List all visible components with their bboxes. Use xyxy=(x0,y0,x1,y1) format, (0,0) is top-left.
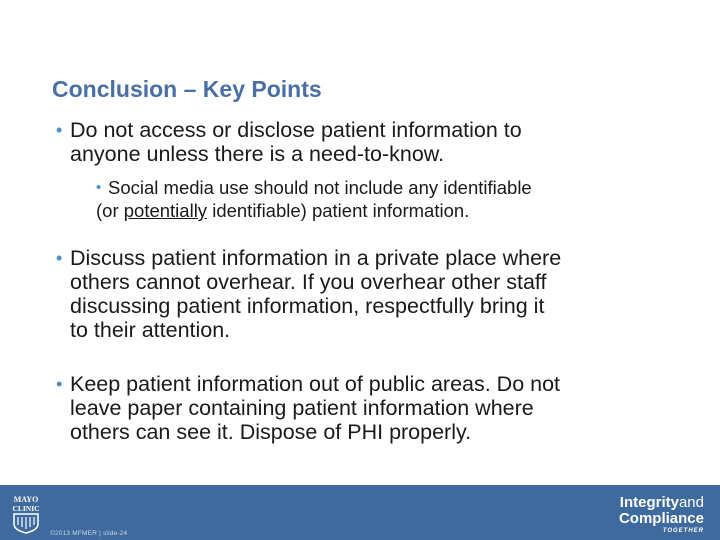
bullet-2-line-1: Discuss patient information in a private place where xyxy=(70,246,562,270)
brand-and: and xyxy=(678,494,704,511)
svg-text:CLINIC: CLINIC xyxy=(12,504,40,513)
bullet-2-line-4: to their attention. xyxy=(70,318,231,342)
bullet-2-line-3: discussing patient information, respectfully bring it xyxy=(70,294,545,318)
bullet-3-line-2: leave paper containing patient information where xyxy=(70,396,534,420)
bullet-1-line-2: anyone unless there is a need-to-know. xyxy=(70,142,445,166)
sub-bullet-1 xyxy=(96,176,696,222)
sub-bullet-1-text-b: identifiable) patient information. xyxy=(207,200,470,221)
sub-bullet-1-underlined: potentially xyxy=(123,200,208,221)
integrity-compliance-brand xyxy=(619,495,704,535)
bullet-3 xyxy=(52,372,692,444)
bullet-1-line-1: Do not access or disclose patient information to xyxy=(70,118,522,142)
bullet-icon: • xyxy=(56,120,63,140)
sub-bullet-1-line-1: Social media use should not include any identifiable xyxy=(108,177,532,198)
bullet-2-line-2: others cannot overhear. If you overhear other staff xyxy=(70,270,547,294)
sub-bullet-1-line-2 xyxy=(96,199,696,222)
slide-title: Conclusion – Key Points xyxy=(52,76,322,102)
bullet-1 xyxy=(52,118,692,166)
bullet-icon: • xyxy=(96,179,102,196)
brand-integrity: Integrity xyxy=(619,494,679,511)
bullet-2 xyxy=(52,246,692,342)
brand-together: TOGETHER xyxy=(662,528,704,534)
sub-bullet-1-text-a: (or xyxy=(96,200,124,221)
mayo-clinic-logo xyxy=(8,492,44,534)
brand-compliance: Compliance xyxy=(618,510,704,527)
bullet-3-line-1: Keep patient information out of public areas. Do not xyxy=(70,372,561,396)
copyright-text: ©2013 MFMER | slide-24 xyxy=(50,530,128,537)
bullet-icon: • xyxy=(56,248,63,268)
svg-text:MAYO: MAYO xyxy=(13,495,39,504)
bullet-icon: • xyxy=(56,374,63,394)
bullet-3-line-3: others can see it. Dispose of PHI properly. xyxy=(70,420,472,444)
